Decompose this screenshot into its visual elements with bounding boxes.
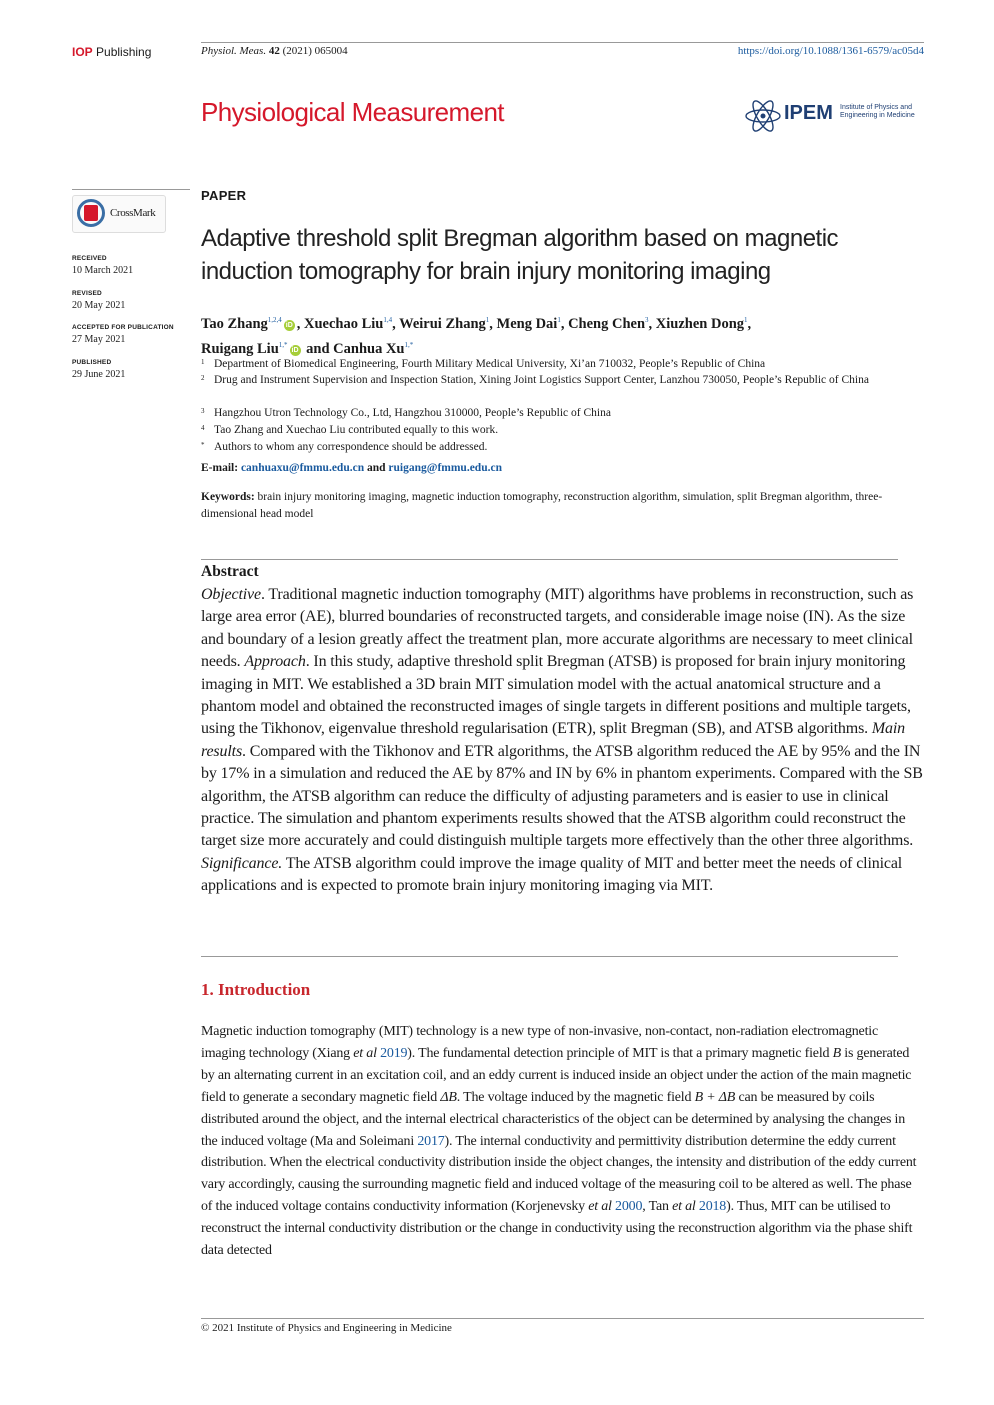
citation-link[interactable]: 2000 [615, 1199, 643, 1215]
abstract-significance-label: Significance. [201, 854, 283, 872]
email-join: and [366, 462, 386, 474]
and-word: and [306, 340, 330, 357]
author-affiliation-sup: 1,2,4 [267, 316, 282, 324]
abstract-results-label: Main results [201, 720, 906, 760]
affiliation-number: 3 [201, 407, 205, 415]
author-affiliation-sup: 1,* [278, 340, 288, 349]
abstract-objective: . Traditional magnetic induction tomography (MIT) algorithms have problems in reconstruction, such as large area error (AE), blurred boundaries of reconstructed targets, and considerable image noise (IN). As the size and boundary of a lesion greatly affect the treatment plan, more accurate algorithms are necessary to meet clinical needs. [201, 586, 914, 671]
math-symbol: ΔB [440, 1089, 457, 1105]
author-affiliation-sup: 1,4 [383, 316, 393, 324]
intro-text: , Tan [642, 1199, 673, 1215]
math-expression: B + ΔB [694, 1089, 736, 1105]
history-label-accepted: ACCEPTED FOR PUBLICATION [72, 324, 174, 331]
journal-abbrev: Physiol. Meas. [201, 45, 267, 57]
intro-text: can be measured by coils distributed around the object, and the internal electrical characteristics of the object can be determined by analysing the changes in the induced voltage (Ma and Soleimani [201, 1089, 906, 1149]
affiliation-number: 4 [201, 424, 205, 432]
citation-etal: et al [588, 1199, 612, 1215]
intro-text: . The voltage induced by the magnetic field [456, 1089, 695, 1105]
citation-etal: et al [353, 1045, 377, 1061]
article-title: Adaptive threshold split Bregman algorithm based on magnetic induction tomography for brain injury monitoring imaging [201, 225, 839, 285]
author-affiliation-sup: 1,* [404, 340, 414, 349]
email-label: E-mail: [201, 462, 239, 474]
citation-link[interactable]: 2017 [417, 1133, 445, 1149]
keywords-text: brain injury monitoring imaging, magnetic induction tomography, reconstruction algorithm, simulation, split Bregman algorithm, three-dimensional head model [201, 491, 883, 520]
email-link[interactable]: ruigang@fmmu.edu.cn [388, 462, 502, 474]
affiliation-text: Authors to whom any correspondence should be addressed. [214, 441, 488, 453]
intro-text: Magnetic induction tomography (MIT) technology is a new type of non-invasive, non-contact, non-radiation electromagnetic imaging technology (Xiang [201, 1024, 878, 1061]
introduction-paragraph [201, 1021, 923, 1262]
intro-text: ). The internal conductivity and permittivity distribution determine the eddy current distribution. When the electrical conductivity distribution inside the object changes, the intensity and distribution of the eddy current vary accordingly, causing the surrounding magnetic field and induced voltage of the measuring coil to be altered as well. The phase of the induced voltage contains conductivity information (Korjenevsky [201, 1133, 917, 1215]
year-issue: (2021) 065004 [282, 45, 348, 57]
volume: 42 [268, 45, 280, 57]
affiliation-text: Tao Zhang and Xuechao Liu contributed equally to this work. [214, 424, 499, 436]
author-affiliation-sup: 1 [744, 316, 748, 324]
section-heading-introduction: 1. Introduction [201, 980, 311, 999]
email-line [201, 462, 502, 474]
ipem-logo [744, 98, 926, 134]
crossmark-label: CrossMark [110, 207, 156, 219]
author-name[interactable]: Meng Dai [496, 315, 558, 332]
doi-link[interactable]: https://doi.org/10.1088/1361-6579/ac05d4 [737, 45, 924, 57]
affiliation [201, 356, 926, 373]
author-name[interactable]: Xuechao Liu [304, 315, 384, 332]
author-name[interactable]: Xiuzhen Dong [655, 315, 745, 332]
author-list: Tao Zhang$^{1,2,4}$iD , Xuechao Liu$^{1,4}$, Weirui Zhang$^1$, Meng Dai$^1$, Cheng Chen$^3$, Xiuzhen Dong$^1$, Ruigang Liu$^{1,*}$iD and Canhua $Xu^{1,*}$ [201, 315, 752, 357]
orcid-icon[interactable]: iD [291, 346, 299, 354]
author-affiliation-sup: 1 [557, 316, 561, 324]
abstract-results: . Compared with the Tikhonov and ETR algorithms, the ATSB algorithm reduced the AE by 95% and the IN by 17% in a simulation and reduced the AE by 87% and IN by 6% in phantom experiments. Compared with the SB algorithm, the ATSB algorithm can reduce the difficulty of adjusting parameters and is easier to use in clinical practice. The simulation and phantom experiments results showed that the ATSB algorithm could reconstruct the target size more accurately and could distinguish multiple targets more effectively than the other three algorithms. [201, 742, 923, 850]
author-name[interactable]: Cheng Chen [568, 315, 646, 332]
history-label-received: RECEIVED [72, 255, 107, 262]
author-affiliation-sup: 1 [485, 316, 490, 324]
keywords-label: Keywords: [201, 491, 255, 503]
keywords [201, 489, 901, 523]
intro-text: is generated by an alternating current in an excitation coil, and an eddy current is induced inside an object under the action of the main magnetic field to generate a secondary magnetic field [201, 1045, 912, 1105]
affiliation-number: * [201, 441, 205, 449]
abstract-rule-top [201, 559, 898, 560]
ipem-name: Institute of Physics and Engineering in Medicine [840, 104, 915, 119]
author-name[interactable]: Ruigang Liu [201, 340, 279, 357]
intro-text: ). Thus, MIT can be utilised to reconstruct the internal conductivity distribution or the change in conductivity using the reconstruction algorithm via the phase shift data detected [201, 1199, 913, 1259]
affiliation [201, 372, 926, 389]
author-name[interactable]: Canhua Xu [333, 340, 405, 357]
abstract-rule-bottom [201, 956, 898, 957]
affiliation-number: 1 [201, 358, 205, 366]
history-date-accepted: 27 May 2021 [72, 334, 126, 345]
paper-type: PAPER [201, 188, 247, 203]
affiliation [201, 439, 926, 456]
abstract-objective-label: Objective [201, 586, 261, 603]
publisher-name: Publishing [96, 45, 152, 59]
affiliation-text: Department of Biomedical Engineering, Fourth Military Medical University, Xi’an 710032, People’s Republic of China [214, 358, 766, 370]
history-date-revised: 20 May 2021 [72, 300, 126, 311]
history-date-published: 29 June 2021 [72, 369, 126, 380]
author-name[interactable]: Weirui Zhang [399, 315, 486, 332]
affiliation [201, 422, 926, 439]
affiliation-text: Hangzhou Utron Technology Co., Ltd, Hangzhou 310000, People’s Republic of China [214, 407, 611, 419]
orcid-icon[interactable]: iD [285, 321, 293, 329]
left-column-rule [72, 189, 190, 190]
abstract-approach-label: Approach [244, 653, 306, 671]
abstract-significance: The ATSB algorithm could improve the image quality of MIT and better meet the needs of clinical applications and is expected to promote brain injury monitoring imaging via MIT. [201, 854, 903, 895]
ipem-acronym: IPEM [784, 102, 833, 124]
crossmark-button[interactable] [72, 195, 166, 233]
abstract-approach: . In this study, adaptive threshold split Bregman (ATSB) is proposed for brain injury monitoring imaging in MIT. We established a 3D brain MIT simulation model with the actual anatomical structure and a phantom model and obtained the reconstructed images of single targets in different positions and multiple targets, using the Tikhonov, eigenvalue threshold regularisation (ETR), split Bregman (SB), and ATSB algorithms. [201, 653, 911, 738]
header-rule [201, 42, 924, 43]
history-date-received: 10 March 2021 [72, 265, 134, 276]
math-symbol: B [832, 1045, 841, 1061]
citation-etal: et al [672, 1199, 696, 1215]
intro-text: ). The fundamental detection principle of MIT is that a primary magnetic field [407, 1045, 833, 1061]
ipem-atom-icon [744, 98, 782, 134]
abstract-heading: Abstract [201, 563, 259, 580]
footer-rule [201, 1318, 924, 1319]
affiliation-text: Drug and Instrument Supervision and Inspection Station, Xining Joint Logistics Support Center, Lanzhou 730050, People’s Republic of China [214, 374, 869, 386]
iop-publishing-logo [72, 45, 151, 59]
history-label-revised: REVISED [72, 290, 102, 297]
abstract-body [201, 584, 923, 898]
copyright: © 2021 Institute of Physics and Engineering in Medicine [201, 1322, 452, 1334]
author-affiliation-sup: 3 [645, 316, 649, 324]
email-link[interactable]: canhuaxu@fmmu.edu.cn [240, 462, 365, 474]
affiliation-number: 2 [201, 374, 205, 382]
history-label-published: PUBLISHED [72, 359, 112, 366]
crossmark-bookmark [84, 205, 98, 221]
citation-link[interactable]: 2019 [380, 1045, 408, 1061]
journal-citation [201, 45, 348, 57]
iop-mark: IOP [72, 45, 93, 59]
citation-link[interactable]: 2018 [698, 1199, 727, 1215]
affiliation [201, 405, 926, 422]
journal-title: Physiological Measurement [201, 97, 504, 127]
author-name[interactable]: Tao Zhang [201, 315, 268, 332]
